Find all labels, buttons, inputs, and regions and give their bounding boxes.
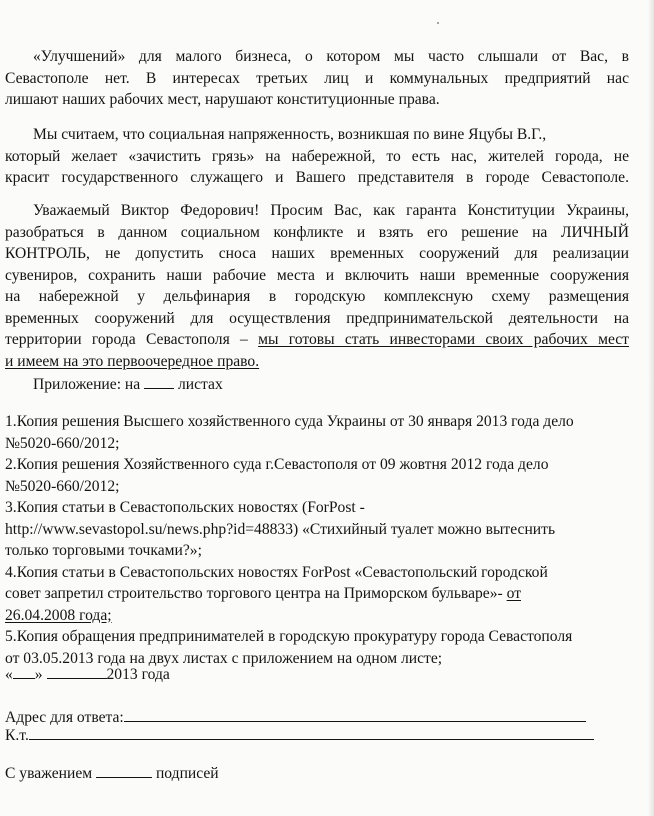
attachment-prefix: Приложение: на bbox=[33, 376, 145, 393]
list-item-line: 4.Копия статьи в Севастопольских новостях ForPost «Севастопольский городской bbox=[5, 563, 548, 581]
list-item-line: только торговыми точками?»; bbox=[5, 542, 202, 559]
address-blank bbox=[124, 707, 586, 722]
signature-line bbox=[5, 763, 629, 785]
list-item-line bbox=[5, 583, 629, 605]
underlined-text: 26.04.2008 года; bbox=[5, 606, 112, 624]
paragraph-3-line: КОНТРОЛЬ, не допустить сноса наших временных сооружений для реализации bbox=[5, 245, 629, 262]
list-item-line bbox=[5, 605, 629, 627]
list-item-line: от 03.05.2013 года на двух листах с приложением на одном листе; bbox=[5, 649, 443, 667]
attachment-line bbox=[5, 374, 629, 396]
list-item-line: №5020-660/2012; bbox=[5, 477, 120, 495]
month-blank bbox=[47, 664, 107, 679]
day-blank bbox=[13, 664, 35, 679]
phone-line bbox=[5, 725, 629, 747]
paragraph-1-line: Севастополе нет. В интересах третьих лиц и коммунальных предприятий нас bbox=[5, 69, 629, 87]
underlined-text: от bbox=[506, 585, 522, 602]
list-item-line: 3.Копия статьи в Севастопольских новостях (ForPost - bbox=[5, 499, 365, 516]
paragraph-2-line: Мы считаем, что социальная напряженность, возникшая по вине Яцубы В.Г., bbox=[33, 126, 547, 143]
paragraph-3-line: сувениров, сохранить наши рабочие места и включить наши временные сооружения bbox=[5, 266, 629, 284]
signature-suffix: подписей bbox=[152, 765, 219, 782]
plain-text: совет запретил строительство торгового центра на Приморском бульваре»- bbox=[5, 585, 507, 602]
underlined-text: мы готовы стать инвесторами своих рабочих мест bbox=[258, 331, 629, 348]
paragraph-2-line: красит государственного служащего и Вашего представителя в городе Севастополе. bbox=[5, 169, 629, 186]
paragraph-3-line: разобраться в данном социальном конфликте и взять его решение на ЛИЧНЫЙ bbox=[5, 223, 629, 241]
attachment-list bbox=[5, 411, 629, 669]
list-item bbox=[5, 454, 629, 497]
date-line bbox=[5, 664, 629, 686]
signature-blank bbox=[96, 763, 152, 778]
paragraph-3 bbox=[5, 200, 629, 372]
phone-blank bbox=[29, 725, 594, 740]
paragraph-3-line: на набережной у дельфинария в городскую комплексную схему размещения bbox=[5, 288, 629, 305]
list-item-line: 2.Копия решения Хозяйственного суда г.Севастополя от 09 жовтня 2012 года дело bbox=[5, 456, 549, 473]
paragraph-1-line: «Улучшений» для малого бизнеса, о котором мы часто слышали от Вас, в bbox=[33, 48, 629, 65]
paragraph-3-line: временных сооружений для осуществления предпринимательской деятельности на bbox=[5, 309, 629, 327]
underlined-text: и имеем на это первоочередное право. bbox=[5, 352, 260, 370]
list-item bbox=[5, 626, 629, 669]
paragraph-2 bbox=[5, 124, 629, 189]
plain-text: территории города Севастополя – bbox=[5, 331, 259, 348]
attachment-count-blank bbox=[144, 374, 174, 389]
page-edge-shadow bbox=[648, 0, 654, 816]
list-item-line: http://www.sevastopol.su/news.php?id=48833) «Стихийный туалет можно вытеснить bbox=[5, 520, 556, 538]
paragraph-3-line bbox=[5, 351, 629, 373]
paragraph-2-line: который желает «зачистить грязь» на набережной, то есть нас, жителей города, не bbox=[5, 147, 629, 165]
open-quote: « bbox=[5, 666, 13, 683]
paragraph-1 bbox=[5, 46, 629, 111]
list-item-line: №5020-660/2012; bbox=[5, 434, 120, 452]
close-quote: » bbox=[34, 666, 43, 683]
list-item-line: 5.Копия обращения предпринимателей в городскую прокуратуру города Севастополя bbox=[5, 628, 573, 645]
paragraph-1-line: лишают наших рабочих мест, нарушают конституционные права. bbox=[5, 91, 440, 108]
scan-speck bbox=[437, 22, 439, 24]
list-item-line: 1.Копия решения Высшего хозяйственного суда Украины от 30 января 2013 года дело bbox=[5, 413, 574, 430]
paragraph-3-line bbox=[5, 329, 629, 351]
address-label: Адрес для ответа: bbox=[5, 709, 124, 726]
list-item bbox=[5, 562, 629, 627]
phone-label: К.т. bbox=[5, 727, 29, 744]
attachment-suffix: листах bbox=[174, 376, 223, 393]
paragraph-3-line: Уважаемый Виктор Федорович! Просим Вас, как гаранта Конституции Украины, bbox=[33, 202, 629, 219]
year-text: 2013 года bbox=[106, 666, 170, 683]
signature-prefix: С уважением bbox=[5, 765, 97, 782]
list-item bbox=[5, 411, 629, 454]
list-item bbox=[5, 497, 629, 562]
